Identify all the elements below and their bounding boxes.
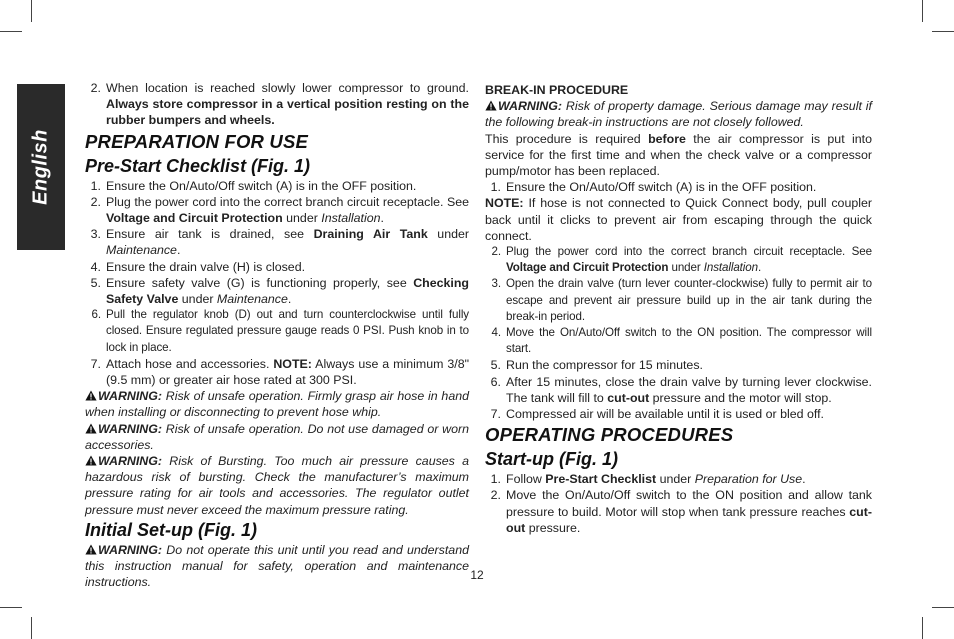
list-item: 2. Move the On/Auto/Off switch to the ON position and allow tank pressure to build. Motor will stop when tank pressure reaches cut-out pressure.	[490, 488, 872, 535]
crop-mark	[932, 31, 954, 32]
list-item: 2. When location is reached slowly lower compressor to ground. Always store compressor in a vertical position resting on the rubber bumpers and wheels.	[90, 81, 469, 128]
crop-mark	[0, 31, 22, 32]
list-item: 2. Plug the power cord into the correct branch circuit receptacle. See Voltage and Circuit Protection under Installation.	[491, 245, 872, 275]
crop-mark	[922, 0, 923, 22]
list-item: 3. Open the drain valve (turn lever counter-clockwise) fully to permit air to escape and prevent air pressure build up in the air tank during the break-in period.	[491, 277, 872, 323]
warning-block: WARNING: Risk of Bursting. Too much air pressure causes a hazardous risk of bursting. Check the manufacturer’s maximum pressure rating for air tools and accessories. The regulator outlet pressure must never exceed the maximum pressure rating.	[85, 454, 469, 517]
crop-mark	[31, 617, 32, 639]
subheading-startup: Start-up (Fig. 1)	[485, 449, 618, 470]
list-item: 4. Ensure the drain valve (H) is closed.	[90, 259, 306, 274]
list-item: 5. Ensure safety valve (G) is functioning properly, see Checking Safety Valve under Maintenance.	[90, 275, 469, 307]
warning-block: WARNING: Do not operate this unit until you read and understand this instruction manual for safety, operation and maintenance instructions.	[85, 542, 469, 590]
warning-triangle-icon	[485, 100, 497, 111]
section-heading-operating: OPERATING PROCEDURES	[485, 424, 734, 446]
section-heading-preparation: PREPARATION FOR USE	[85, 130, 309, 152]
crop-mark	[932, 607, 954, 608]
warning-triangle-icon	[85, 423, 97, 434]
list-item: 7. Compressed air will be available until it is used or bled off.	[490, 407, 824, 422]
crop-mark	[31, 0, 32, 22]
left-column	[85, 80, 469, 590]
list-item: 5. Run the compressor for 15 minutes.	[490, 358, 703, 373]
list-item: 6. After 15 minutes, close the drain valve by turning lever clockwise. The tank will fill to cut-out pressure and the motor will stop.	[490, 374, 872, 405]
note: NOTE: If hose is not connected to Quick Connect body, pull coupler back until it clicks to prevent air from escaping through the quick connect.	[485, 196, 872, 243]
warning-block: WARNING: Risk of unsafe operation. Firmly grasp air hose in hand when installing or disconnecting to prevent hose whip.	[85, 389, 469, 420]
list-item: 4. Move the On/Auto/Off switch to the ON position. The compressor will start.	[491, 326, 872, 356]
section-heading-breakin: BREAK-IN PROCEDURE	[485, 83, 629, 97]
warning-triangle-icon	[85, 544, 97, 555]
list-item: 7. Attach hose and accessories. NOTE: Always use a minimum 3/8" (9.5 mm) or greater air hose rated at 300 PSI.	[90, 356, 469, 388]
warning-block: WARNING: Risk of unsafe operation. Do not use damaged or worn accessories.	[85, 421, 469, 452]
language-tab	[17, 84, 65, 250]
warning-triangle-icon	[85, 390, 97, 401]
list-item: 1. Ensure the On/Auto/Off switch (A) is in the OFF position.	[90, 178, 417, 193]
crop-mark	[922, 617, 923, 639]
warning-block: WARNING: Risk of property damage. Serious damage may result if the following break-in instructions are not closely followed.	[485, 99, 872, 130]
paragraph: This procedure is required before the air compressor is put into service for the first time and when the check valve or a compressor pump/motor has been replaced.	[485, 131, 872, 179]
list-item: 3. Ensure air tank is drained, see Draining Air Tank under Maintenance.	[90, 227, 469, 258]
warning-triangle-icon	[85, 455, 97, 466]
list-item: 6. Pull the regulator knob (D) out and turn counterclockwise until fully closed. Ensure regulated pressure gauge reads 0 PSI. Push knob in to lock in place.	[91, 308, 469, 354]
subheading-initial-setup: Initial Set-up (Fig. 1)	[85, 519, 257, 540]
list-item: 1. Follow Pre-Start Checklist under Preparation for Use.	[490, 472, 806, 487]
page-number: 12	[470, 568, 484, 582]
crop-mark	[0, 607, 22, 608]
list-item: 2. Plug the power cord into the correct branch circuit receptacle. See Voltage and Circuit Protection under Installation.	[90, 194, 469, 226]
right-column	[485, 80, 872, 536]
language-tab-label: English	[29, 129, 52, 205]
subheading-prestart: Pre-Start Checklist (Fig. 1)	[85, 155, 311, 176]
list-item: 1. Ensure the On/Auto/Off switch (A) is in the OFF position.	[490, 180, 817, 195]
